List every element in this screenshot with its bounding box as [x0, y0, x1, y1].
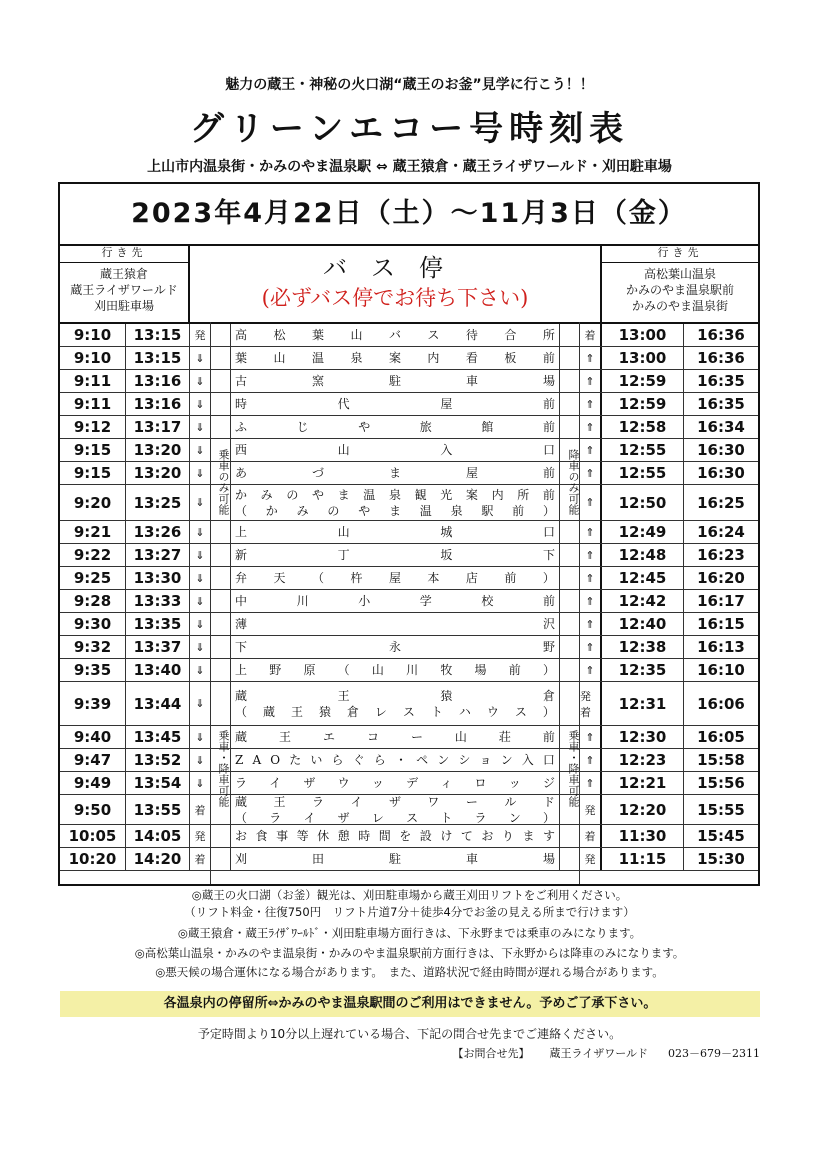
note-line: ◎蔵王猿倉・蔵王ﾗｲｻﾞﾜｰﾙﾄﾞ・刈田駐車場方面行きは、下永野までは乗車のみになります。	[177, 926, 642, 940]
return-time-1: 12:55	[600, 462, 684, 484]
right-destination-label: 行き先	[602, 244, 758, 263]
table-row	[60, 393, 758, 416]
stop-name: （ か み の や ま 温 泉 駅 前 ）	[235, 503, 555, 518]
return-marker: 着	[584, 329, 596, 342]
outbound-time-2: 14:20	[126, 848, 190, 870]
table-row	[60, 590, 758, 613]
outbound-time-2: 13:54	[126, 772, 190, 794]
stop-cell	[230, 370, 560, 392]
right-destination-name: 高松葉山温泉	[643, 267, 716, 281]
table-row	[60, 749, 758, 772]
return-time-2: 16:23	[697, 546, 745, 564]
stop-cell	[230, 795, 560, 824]
return-time-2: 16:20	[697, 569, 745, 587]
return-marker: ⇑	[585, 617, 595, 631]
right-destination-names	[602, 263, 758, 314]
outbound-marker: 発	[194, 830, 206, 843]
table-row	[60, 416, 758, 439]
return-time-1: 11:30	[600, 825, 684, 847]
outbound-time-2: 13:27	[126, 544, 190, 566]
return-marker: ⇑	[585, 594, 595, 608]
return-time-2: 16:06	[697, 694, 745, 713]
note-line: ◎高松葉山温泉・かみのやま温泉街・かみのやま温泉駅前方面行きは、下永野からは降車のみになります。	[134, 946, 685, 960]
stop-name: 刈 田 駐 車 場	[235, 852, 555, 866]
outbound-marker: ⇓	[195, 496, 205, 509]
outbound-time-1: 9:49	[60, 772, 126, 794]
return-time-2: 15:55	[697, 800, 745, 819]
table-row	[60, 726, 758, 749]
stop-name: 蔵 王 猿 倉	[235, 688, 555, 703]
return-marker: ⇑	[585, 443, 595, 457]
return-marker: ⇑	[585, 420, 595, 434]
return-time-1: 12:59	[600, 370, 684, 392]
return-marker: ⇑	[585, 571, 595, 585]
outbound-time-1: 9:11	[60, 393, 126, 415]
return-time-1: 13:00	[600, 324, 684, 346]
outbound-time-2: 13:15	[126, 324, 190, 346]
return-time-1: 12:50	[600, 485, 684, 520]
return-marker: ⇑	[585, 525, 595, 539]
return-time-1: 12:45	[600, 567, 684, 589]
outbound-time-2: 13:20	[126, 462, 190, 484]
stop-name: （ 蔵 王 猿 倉 レ ス ト ハ ウ ス ）	[235, 704, 555, 719]
stop-name: 上 山 城 口	[235, 525, 555, 539]
outbound-marker: ⇓	[195, 548, 205, 562]
return-marker: 発	[584, 803, 596, 817]
outbound-time-2: 13:26	[126, 521, 190, 543]
return-time-1: 12:59	[600, 393, 684, 415]
stop-name: お 食 事 等 休 憩 時 間 を 設 け て お り ま す	[235, 829, 555, 843]
stop-name: ラ イ ザ ウ ッ デ ィ ロ ッ ジ	[235, 776, 555, 790]
outbound-time-2: 13:30	[126, 567, 190, 589]
outbound-marker: ⇓	[195, 640, 205, 654]
stop-name: （ ラ イ ザ レ ス ト ラ ン ）	[235, 810, 555, 825]
return-marker: ⇑	[585, 776, 595, 790]
outbound-time-1: 9:10	[60, 347, 126, 369]
return-time-1: 12:55	[600, 439, 684, 461]
return-time-1: 12:23	[600, 749, 684, 771]
outbound-time-1: 10:05	[60, 825, 126, 847]
highlight-notice: 各温泉内の停留所⇔かみのやま温泉駅間のご利用はできません。予めご了承下さい。	[60, 991, 760, 1017]
right-destination-header	[600, 244, 758, 322]
table-row	[60, 485, 758, 521]
return-time-2: 16:24	[697, 523, 745, 541]
outbound-marker: ⇓	[195, 663, 205, 677]
outbound-marker: ⇓	[195, 571, 205, 585]
stop-name: Z A O た い ら ぐ ら ・ ペ ン シ ョ ン 入 口	[235, 753, 555, 767]
outbound-time-1: 9:15	[60, 439, 126, 461]
outbound-time-2: 13:25	[126, 485, 190, 520]
outbound-time-2: 13:40	[126, 659, 190, 681]
stop-cell	[230, 439, 560, 461]
outbound-marker: 着	[194, 853, 206, 866]
stop-name: 上 野 原 （ 山 川 牧 場 前 ）	[235, 663, 555, 677]
outbound-time-2: 13:44	[126, 682, 190, 725]
stop-cell	[230, 544, 560, 566]
outbound-time-1: 9:25	[60, 567, 126, 589]
return-time-2: 15:58	[697, 751, 745, 769]
table-row	[60, 521, 758, 544]
return-time-1: 12:20	[600, 795, 684, 824]
outbound-marker: ⇓	[195, 374, 205, 388]
return-time-2: 16:30	[697, 464, 745, 482]
stop-name: 中 川 小 学 校 前	[235, 594, 555, 608]
outbound-time-1: 9:11	[60, 370, 126, 392]
stop-cell	[230, 347, 560, 369]
stop-cell	[230, 682, 560, 725]
outbound-marker: ⇓	[195, 525, 205, 539]
outbound-time-2: 13:55	[126, 795, 190, 824]
return-marker: ⇑	[585, 374, 595, 388]
note-line: （リフト料金・往復750円 リフト片道7分＋徒歩4分でお釜の見える所まで行けます）	[184, 905, 635, 919]
stop-cell	[230, 659, 560, 681]
outbound-time-2: 13:35	[126, 613, 190, 635]
outbound-marker: ⇓	[195, 420, 205, 434]
outbound-marker: ⇓	[195, 753, 205, 767]
stop-cell	[230, 324, 560, 346]
stop-cell	[230, 462, 560, 484]
return-time-1: 12:42	[600, 590, 684, 612]
outbound-time-1: 9:40	[60, 726, 126, 748]
stop-cell	[230, 848, 560, 870]
return-time-1: 12:31	[600, 682, 684, 725]
stop-name: あ づ ま 屋 前	[235, 466, 555, 480]
note-line: ◎蔵王の火口湖（お釜）観光は、刈田駐車場から蔵王刈田リフトをご利用ください。	[191, 888, 628, 902]
table-row	[60, 462, 758, 485]
outbound-marker: ⇓	[195, 466, 205, 480]
bus-stop-title: バス停	[323, 254, 467, 282]
timetable-frame	[58, 182, 760, 886]
date-range: 2023年4月22日（土）～11月3日（金）	[60, 184, 758, 246]
return-time-2: 16:34	[697, 418, 745, 436]
stop-cell	[230, 772, 560, 794]
return-time-1: 11:15	[600, 848, 684, 870]
left-destination-label: 行き先	[60, 244, 188, 263]
table-row	[60, 324, 758, 347]
outbound-marker: ⇓	[195, 351, 205, 365]
stop-name: 薄 沢	[235, 617, 555, 631]
stop-cell	[230, 485, 560, 520]
stop-cell	[230, 825, 560, 847]
alighting-only-note: 降車のみ可能	[567, 449, 580, 515]
route-subtitle: 上山市内温泉街・かみのやま温泉駅 ⇔ 蔵王猿倉・蔵王ライザワールド・刈田駐車場	[147, 159, 672, 175]
stop-name: 新 丁 坂 下	[235, 548, 555, 562]
table-row	[60, 682, 758, 726]
contact-label: 【お問合せ先】	[452, 1047, 530, 1060]
stop-name: 時 代 屋 前	[235, 397, 555, 411]
table-row	[60, 848, 758, 871]
table-row	[60, 347, 758, 370]
return-time-2: 15:30	[697, 850, 745, 868]
stop-name: 弁 天 （ 杵 屋 本 店 前 ）	[235, 571, 555, 585]
return-marker: ⇑	[585, 397, 595, 411]
table-row	[60, 772, 758, 795]
outbound-marker: 発	[194, 329, 206, 342]
table-row	[60, 567, 758, 590]
return-time-2: 15:56	[697, 774, 745, 792]
outbound-time-2: 13:52	[126, 749, 190, 771]
return-time-2: 16:36	[697, 326, 745, 344]
stop-name: 高 松 葉 山 バ ス 待 合 所	[235, 328, 555, 342]
left-destination-name: 刈田駐車場	[93, 299, 154, 313]
contact-info	[420, 1045, 760, 1061]
table-row	[60, 613, 758, 636]
stop-name: 古 窯 駐 車 場	[235, 374, 555, 388]
stop-cell	[230, 636, 560, 658]
outbound-time-1: 9:15	[60, 462, 126, 484]
return-time-1: 12:58	[600, 416, 684, 438]
return-time-2: 16:15	[697, 615, 745, 633]
stop-cell	[230, 590, 560, 612]
stop-name: 西 山 入 口	[235, 443, 555, 457]
boarding-only-note: 乗車のみ可能	[217, 449, 230, 515]
stop-name: 蔵 王 エ コ ー 山 荘 前	[235, 730, 555, 744]
outbound-time-1: 9:39	[60, 682, 126, 725]
outbound-time-1: 9:21	[60, 521, 126, 543]
outbound-time-2: 13:16	[126, 370, 190, 392]
stop-name: 下 永 野	[235, 640, 555, 654]
return-time-2: 16:30	[697, 441, 745, 459]
outbound-time-2: 13:16	[126, 393, 190, 415]
return-marker: 発着	[580, 689, 591, 719]
late-notice: 予定時間より10分以上遅れている場合、下記の問合せ先までご連絡ください。	[197, 1027, 622, 1041]
bus-stop-subtitle: (必ずバス停でお待ち下さい)	[261, 286, 529, 310]
return-time-2: 16:35	[697, 372, 745, 390]
timetable-grid	[60, 322, 758, 871]
table-row	[60, 659, 758, 682]
right-destination-name: かみのやま温泉街	[631, 299, 728, 313]
board-alight-note-right: 乗車・降車可能	[567, 729, 580, 807]
outbound-time-1: 10:20	[60, 848, 126, 870]
outbound-time-2: 13:15	[126, 347, 190, 369]
return-time-1: 13:00	[600, 347, 684, 369]
stop-cell	[230, 521, 560, 543]
outbound-time-1: 9:20	[60, 485, 126, 520]
outbound-time-1: 9:30	[60, 613, 126, 635]
return-marker: ⇑	[585, 351, 595, 365]
left-destination-names	[60, 263, 188, 314]
outbound-time-1: 9:12	[60, 416, 126, 438]
note-line: ◎悪天候の場合運休になる場合があります。 また、道路状況で経由時間が遅れる場合があります。	[155, 965, 664, 979]
return-marker: 発	[584, 853, 596, 866]
outbound-time-1: 9:50	[60, 795, 126, 824]
outbound-time-2: 13:20	[126, 439, 190, 461]
left-destination-name: 蔵王ライザワールド	[70, 283, 178, 297]
outbound-marker: ⇓	[195, 697, 205, 710]
table-row	[60, 825, 758, 848]
stop-name: か み の や ま 温 泉 観 光 案 内 所 前	[235, 487, 555, 502]
outbound-time-1: 9:10	[60, 324, 126, 346]
outbound-marker: ⇓	[195, 397, 205, 411]
table-row	[60, 636, 758, 659]
return-marker: ⇑	[585, 730, 595, 744]
outbound-time-2: 14:05	[126, 825, 190, 847]
contact-phone: 023－679－2311	[668, 1047, 760, 1060]
outbound-time-1: 9:28	[60, 590, 126, 612]
stop-cell	[230, 393, 560, 415]
outbound-marker: 着	[194, 803, 206, 817]
outbound-marker: ⇓	[195, 730, 205, 744]
return-marker: ⇑	[585, 548, 595, 562]
outbound-time-2: 13:33	[126, 590, 190, 612]
contact-org: 蔵王ライザワールド	[549, 1047, 648, 1060]
return-time-2: 16:13	[697, 638, 745, 656]
outbound-time-2: 13:37	[126, 636, 190, 658]
return-time-2: 16:35	[697, 395, 745, 413]
return-time-2: 16:05	[697, 728, 745, 746]
outbound-marker: ⇓	[195, 443, 205, 457]
return-marker: ⇑	[585, 663, 595, 677]
return-time-1: 12:21	[600, 772, 684, 794]
stop-cell	[230, 613, 560, 635]
outbound-marker: ⇓	[195, 776, 205, 790]
left-destination-name: 蔵王猿倉	[99, 267, 148, 281]
outbound-time-1: 9:35	[60, 659, 126, 681]
return-time-1: 12:49	[600, 521, 684, 543]
left-destination-header	[60, 244, 190, 322]
page-title: グリーンエコー号時刻表	[189, 109, 630, 149]
right-destination-name: かみのやま温泉駅前	[625, 283, 734, 297]
table-row	[60, 544, 758, 567]
outbound-time-2: 13:17	[126, 416, 190, 438]
return-time-2: 16:10	[697, 661, 745, 679]
return-time-1: 12:30	[600, 726, 684, 748]
return-marker: ⇑	[585, 640, 595, 654]
stop-name: 葉 山 温 泉 案 内 看 板 前	[235, 351, 555, 365]
return-time-1: 12:48	[600, 544, 684, 566]
tagline: 魅力の蔵王・神秘の火口湖“蔵王のお釜”見学に行こう！！	[225, 77, 594, 93]
return-time-2: 16:17	[697, 592, 745, 610]
return-marker: ⇑	[585, 496, 595, 509]
stop-cell	[230, 567, 560, 589]
return-marker: ⇑	[585, 466, 595, 480]
board-alight-note-left: 乗車・降車可能	[217, 729, 230, 807]
table-row	[60, 370, 758, 393]
return-time-2: 16:25	[697, 493, 745, 512]
bus-stop-header	[190, 244, 600, 322]
outbound-marker: ⇓	[195, 617, 205, 631]
stop-cell	[230, 726, 560, 748]
return-time-2: 15:45	[697, 827, 745, 845]
return-marker: 着	[584, 830, 596, 843]
outbound-time-1: 9:47	[60, 749, 126, 771]
table-row	[60, 439, 758, 462]
return-time-1: 12:35	[600, 659, 684, 681]
outbound-time-1: 9:22	[60, 544, 126, 566]
table-row	[60, 795, 758, 825]
stop-name: ふ じ や 旅 館 前	[235, 420, 555, 434]
return-marker: ⇑	[585, 753, 595, 767]
return-time-1: 12:38	[600, 636, 684, 658]
outbound-time-2: 13:45	[126, 726, 190, 748]
stop-cell	[230, 416, 560, 438]
return-time-2: 16:36	[697, 349, 745, 367]
stop-cell	[230, 749, 560, 771]
outbound-time-1: 9:32	[60, 636, 126, 658]
stop-name: 蔵 王 ラ イ ザ ワ ー ル ド	[235, 794, 555, 809]
return-time-1: 12:40	[600, 613, 684, 635]
outbound-marker: ⇓	[195, 594, 205, 608]
